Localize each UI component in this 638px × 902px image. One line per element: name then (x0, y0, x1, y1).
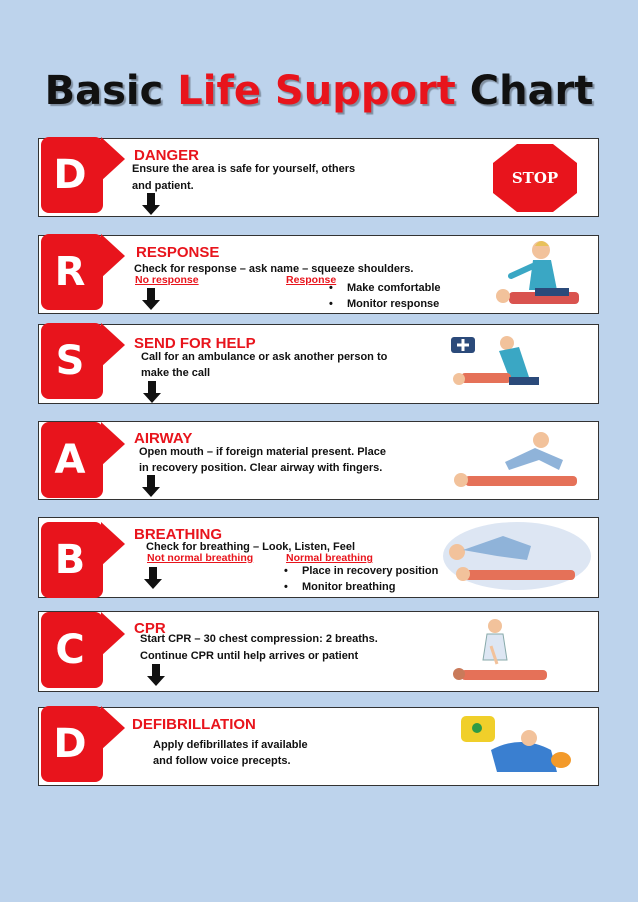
step-line1: Open mouth – if foreign material present. Place (139, 446, 386, 458)
step-line1: Call for an ambulance or ask another person to (141, 351, 388, 363)
normal-breathing-label: Normal breathing (286, 552, 373, 564)
step-letter: B (41, 522, 103, 598)
breathing-check-icon (437, 520, 593, 594)
step-line1: Check for breathing – Look, Listen, Feel (146, 541, 356, 553)
list-item: • Make comfortable (329, 280, 441, 296)
step-send-for-help (38, 324, 599, 404)
list-item: • Monitor response (329, 296, 441, 312)
response-bullets (329, 280, 441, 312)
step-letter: D (41, 137, 103, 213)
step-line2: make the call (141, 367, 211, 379)
step-heading: CPR (134, 620, 166, 637)
step-heading: BREATHING (134, 526, 223, 543)
airway-check-icon (449, 426, 589, 496)
calling-ambulance-icon (447, 329, 547, 399)
step-defibrillation (38, 707, 599, 786)
step-airway (38, 421, 599, 500)
step-heading: RESPONSE (136, 244, 220, 261)
step-line2: and patient. (132, 180, 194, 192)
step-line2: and follow voice precepts. (153, 755, 291, 767)
list-item: • Monitor breathing (284, 579, 438, 595)
page-title (0, 68, 638, 114)
step-line2: in recovery position. Clear airway with fingers. (139, 462, 383, 474)
defibrillator-icon (457, 710, 575, 782)
step-heading: DANGER (134, 147, 200, 164)
step-letter: D (41, 706, 103, 782)
down-arrow-icon (142, 193, 160, 215)
title-part2: Life Support (177, 68, 456, 114)
list-item: • Place in recovery position (284, 563, 438, 579)
down-arrow-icon (144, 567, 162, 589)
step-letter: A (41, 422, 103, 498)
step-heading: DEFIBRILLATION (132, 716, 256, 733)
step-danger (38, 138, 599, 217)
response-label: Response (286, 274, 337, 286)
step-heading: SEND FOR HELP (134, 335, 256, 352)
step-letter: S (41, 323, 103, 399)
no-response-label: No response (135, 274, 199, 286)
step-line1: Start CPR – 30 chest compression: 2 breaths. (140, 633, 378, 645)
step-response (38, 235, 599, 314)
step-cpr (38, 611, 599, 692)
stop-sign-icon (491, 143, 579, 213)
step-line1: Check for response – ask name – squeeze shoulders. (134, 263, 414, 275)
step-letter: C (41, 612, 103, 688)
down-arrow-icon (147, 664, 165, 686)
not-normal-breathing-label: Not normal breathing (147, 552, 254, 564)
down-arrow-icon (142, 288, 160, 310)
step-breathing (38, 517, 599, 598)
step-line1: Ensure the area is safe for yourself, others (132, 163, 356, 175)
step-heading: AIRWAY (134, 430, 193, 447)
stop-sign-text: STOP (511, 169, 559, 187)
title-part1: Basic (44, 68, 164, 114)
cpr-compression-icon (451, 616, 551, 688)
down-arrow-icon (142, 475, 160, 497)
step-letter: R (41, 234, 103, 310)
down-arrow-icon (143, 381, 161, 403)
title-part3: Chart (469, 68, 594, 114)
step-line1: Apply defibrillates if available (153, 739, 308, 751)
responder-checking-person-icon (479, 238, 589, 310)
step-line2: Continue CPR until help arrives or patient (140, 650, 359, 662)
breathing-bullets (284, 563, 438, 595)
